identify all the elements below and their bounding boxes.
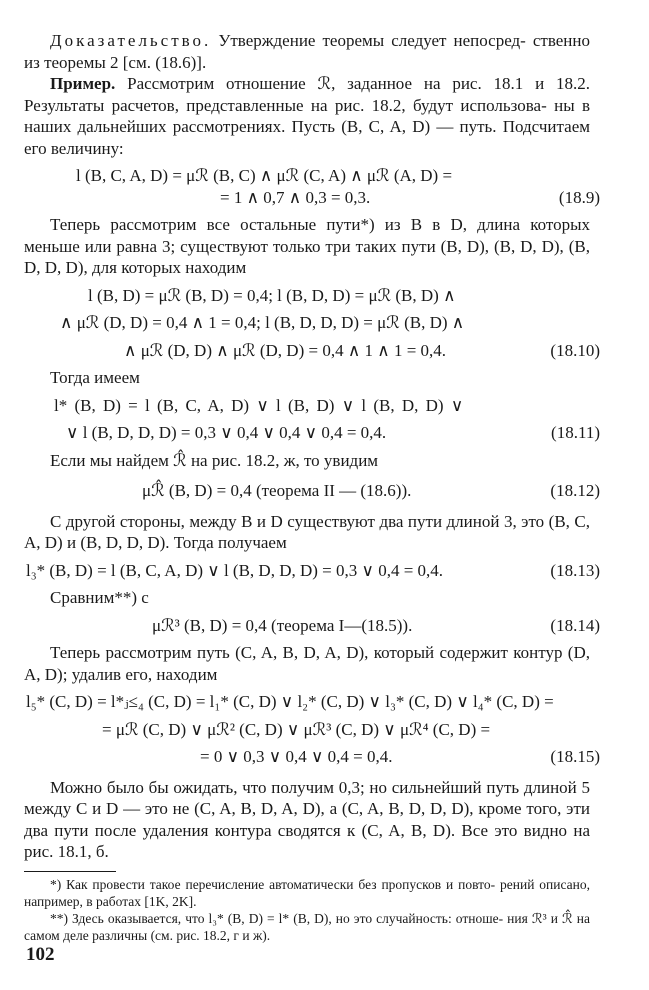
formula-18-15-line3 [24,746,600,768]
equation-number: (18.12) [550,481,600,500]
formula-18-15-line2 [24,719,590,741]
formula-text: l₃* (B, D) = l (B, C, A, D) ∨ l (B, D, D, D) = 0,3 ∨ 0,4 = 0,4. [26,560,444,580]
equation-number: (18.15) [550,747,600,766]
formula-18-10-line1 [24,285,590,307]
footnote-divider [24,871,116,872]
formula-18-9-line1 [24,165,590,187]
page-content [24,30,600,944]
compare-paragraph: Сравним**) с [50,588,149,607]
formula-text: = 1 ∧ 0,7 ∧ 0,3 = 0,3. [220,187,371,207]
example-text: Рассмотрим отношение ℛ, заданное на рис. 18.1 и 18.2. Результаты расчетов, представленные на рис. 18.2, будут использова- ны в наших дальнейших рассмотрениях. Пусть (B, C, A, D) — путь. Подсчитаем его величину: [24,74,590,158]
formula-text: l (B, D) = μℛ (B, D) = 0,4; l (B, D, D) = μℛ (B, D) ∧ [88,285,456,305]
footnote-1: *) Как провести такое перечисление автоматически без пропусков и повто- рений описано, например, в работах [1K, 2K]. [24,876,590,909]
formula-18-13 [24,560,600,582]
formula-text: ∧ μℛ (D, D) ∧ μℛ (D, D) = 0,4 ∧ 1 ∧ 1 = 0,4. [124,340,447,360]
formula-18-15-line1 [24,691,590,713]
equation-number: (18.9) [558,187,600,207]
then-paragraph: Тогда имеем [50,368,140,387]
formula-18-10-line3 [24,340,600,362]
page-number: 102 [26,944,55,965]
equation-number: (18.13) [550,560,600,580]
example-paragraph [24,73,590,159]
formula-text: μℛ̂ (B, D) = 0,4 (теорема II — (18.6)). [142,481,412,500]
if-found-paragraph: Если мы найдем ℛ̂ на рис. 18.2, ж, то увидим [50,450,379,470]
formula-text: ∧ μℛ (D, D) = 0,4 ∧ 1 = 0,4; l (B, D, D, D) = μℛ (B, D) ∧ [60,313,465,332]
proof-lead: Доказательство. [50,31,212,50]
equation-number: (18.10) [550,340,600,360]
footnote-2: **) Здесь оказывается, что l₃* (B, D) = l* (B, D), но это случайность: отноше- ния ℛ³ и ℛ̂ на самом деле различны (см. рис. 18.2, г и ж). [24,910,590,943]
formula-18-9-line2 [24,187,600,209]
formula-text: l* (B, D) = l (B, C, A, D) ∨ l (B, D) ∨ l (B, D, D) ∨ [54,395,464,415]
formula-text: l (B, C, A, D) = μℛ (B, C) ∧ μℛ (C, A) ∧ μℛ (A, D) = [76,166,453,185]
formula-text: = μℛ (C, D) ∨ μℛ² (C, D) ∨ μℛ³ (C, D) ∨ μℛ⁴ (C, D) = [102,719,491,739]
formula-text: = 0 ∨ 0,3 ∨ 0,4 ∨ 0,4 = 0,4. [200,747,393,766]
formula-text: ∨ l (B, D, D, D) = 0,3 ∨ 0,4 ∨ 0,4 ∨ 0,4 = 0,4. [66,423,387,442]
formula-text: l₅* (C, D) = l*ⱼ≤₄ (C, D) = l₁* (C, D) ∨ l₂* (C, D) ∨ l₃* (C, D) ∨ l₄* (C, D) = [26,692,554,711]
other-side-paragraph: С другой стороны, между B и D существуют два пути длиной 3, это (B, C, A, D) и (B, D, D, D). Тогда получаем [24,511,590,552]
formula-18-14 [24,615,600,637]
formula-18-11-line2 [24,422,600,444]
expect-paragraph: Можно было бы ожидать, что получим 0,3; но сильнейший путь длиной 5 между C и D — это не (C, A, B, D, A, D), а (C, A, B, D, D, D), кроме того, эти два пути после удаления контура сводятся к (C, A, B, D). Все это видно на рис. 18.1, б. [24,777,590,861]
formula-18-10-line2 [24,312,590,334]
formula-text: μℛ³ (B, D) = 0,4 (теорема I—(18.5)). [152,615,413,635]
formula-18-11-line1 [24,395,590,417]
equation-number: (18.14) [550,615,600,635]
example-lead: Пример. [50,74,116,93]
equation-number: (18.11) [551,423,600,442]
proof-text: Утверждение теоремы следует непосред- ственно из теоремы 2 [см. (18.6)]. [24,31,590,72]
proof-paragraph [24,30,590,73]
formula-18-12 [24,480,600,502]
contour-paragraph: Теперь рассмотрим путь (C, A, B, D, A, D), который содержит контур (D, A, D); удалив его, находим [24,643,590,684]
other-paths-paragraph: Теперь рассмотрим все остальные пути*) из B в D, длина которых меньше или равна 3; существуют только три таких пути (B, D), (B, D, D), (B, D, D, D), для которых находим [24,215,590,277]
